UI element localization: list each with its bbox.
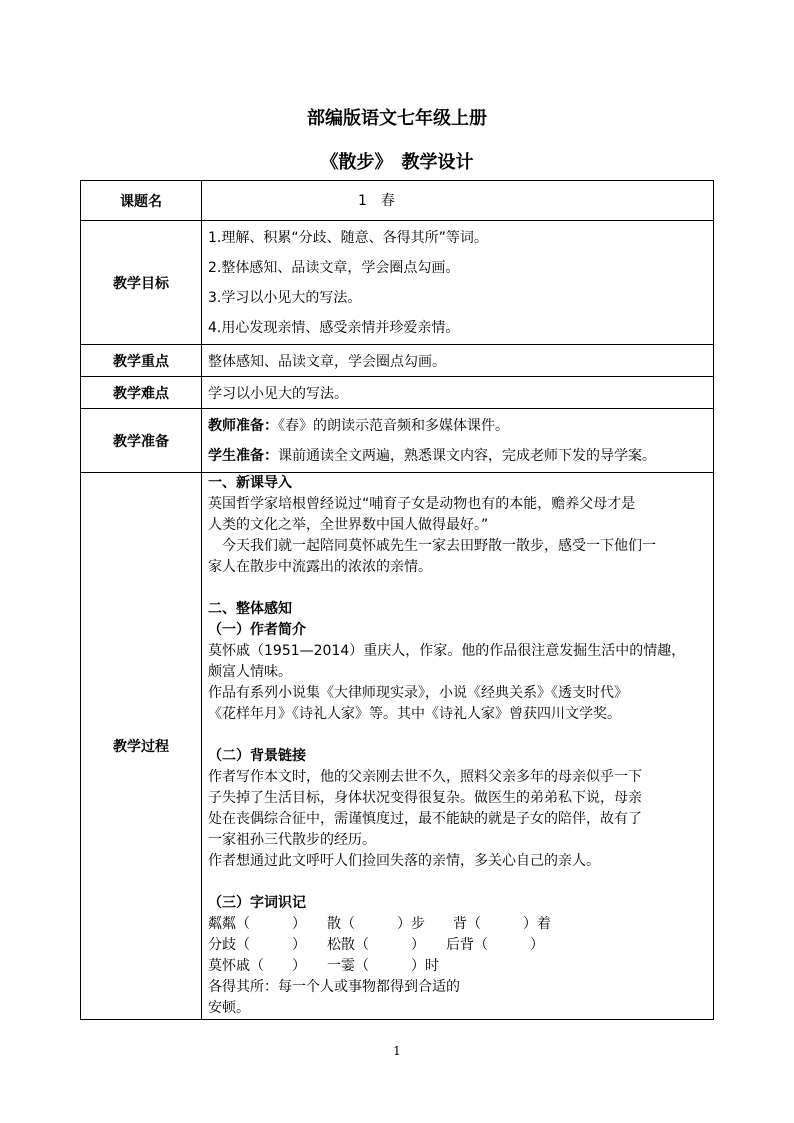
subsection-author: （一）作者简介	[208, 622, 306, 638]
prep-content	[202, 409, 714, 473]
subsection-vocabulary: （三）字词识记	[208, 895, 306, 911]
section-2-title: 二、整体感知	[208, 601, 292, 617]
document-subtitle: 《散步》 教学设计	[320, 152, 474, 173]
vocab-line: 莫怀戚（ ） 一霎（ ）时	[208, 958, 439, 974]
teacher-prep	[208, 411, 707, 441]
goal-item: 3.学习以小见大的写法。	[208, 289, 362, 306]
student-prep	[208, 441, 707, 471]
teacher-prep-text: 《春》的朗读示范音频和多媒体课件。	[278, 417, 509, 434]
prep-row	[81, 409, 714, 473]
vocab-line: 分歧（ ） 松散（ ） 后背（ ）	[208, 937, 544, 953]
paragraph-line: 子失掉了生活目标，身体状况变得很复杂。做医生的弟弟私下说，母亲	[208, 790, 642, 806]
goals-row	[81, 221, 714, 345]
topic-value	[202, 181, 714, 221]
page-number: 1	[393, 1044, 401, 1058]
prep-label: 教学准备	[81, 409, 202, 473]
vocab-definition: 安顿。	[208, 1000, 250, 1016]
paragraph-line: 处在丧偶综合征中，需谨慎度过，最不能缺的就是子女的陪伴，故有了	[208, 811, 642, 827]
focus-row	[81, 345, 714, 377]
process-row	[81, 473, 714, 1020]
goal-item: 1.理解、积累“分歧、随意、各得其所”等词。	[208, 229, 488, 246]
paragraph-line: 作者写作本文时，他的父亲刚去世不久，照料父亲多年的母亲似乎一下	[208, 769, 642, 785]
paragraph-line: 莫怀戚（1951—2014）重庆人，作家。他的作品很注意发掘生活中的情趣，	[208, 643, 686, 659]
paragraph-line: 作者想通过此文呼吁人们捡回失落的亲情，多关心自己的亲人。	[208, 853, 600, 869]
student-prep-text: 课前通读全文两遍，熟悉课文内容，完成老师下发的导学案。	[278, 447, 656, 464]
topic-label: 课题名	[81, 181, 202, 221]
difficulty-row	[81, 377, 714, 409]
paragraph-line: 作品有系列小说集《大律师现实录》，小说《经典关系》《透支时代》	[208, 685, 628, 701]
subsection-background: （二）背景链接	[208, 748, 306, 764]
student-prep-label: 学生准备：	[208, 447, 278, 464]
paragraph-line: 人类的文化之举，全世界数中国人做得最好。”	[208, 517, 489, 533]
paragraph-line: 今天我们就一起陪同莫怀戚先生一家去田野散一散步，感受一下他们一	[222, 538, 656, 554]
goals-list	[202, 221, 714, 345]
topic-row	[81, 181, 714, 221]
paragraph-line: 英国哲学家培根曾经说过“哺育子女是动物也有的本能，赡养父母才是	[208, 496, 636, 512]
process-content	[202, 473, 714, 1020]
goal-item: 4.用心发现亲情、感受亲情并珍爱亲情。	[208, 319, 460, 336]
process-label: 教学过程	[81, 473, 202, 1020]
topic-text: 1 春	[358, 192, 395, 209]
difficulty-value: 学习以小见大的写法。	[202, 377, 714, 409]
paragraph-line: 家人在散步中流露出的浓浓的亲情。	[208, 559, 432, 575]
difficulty-label: 教学难点	[81, 377, 202, 409]
teacher-prep-label: 教师准备：	[208, 417, 278, 434]
paragraph-line: 颇富人情味。	[208, 664, 292, 680]
goals-label: 教学目标	[81, 221, 202, 345]
paragraph-line: 《花样年月》《诗礼人家》等。其中《诗礼人家》曾获四川文学奖。	[208, 706, 621, 722]
focus-value: 整体感知、品读文章，学会圈点勾画。	[202, 345, 714, 377]
vocab-line: 粼粼（ ） 散（ ）步 背（ ）着	[208, 916, 551, 932]
paragraph-line: 一家祖孙三代散步的经历。	[208, 832, 376, 848]
focus-label: 教学重点	[81, 345, 202, 377]
vocab-definition: 各得其所：每一个人或事物都得到合适的	[208, 979, 460, 995]
document-title: 部编版语文七年级上册	[307, 108, 487, 129]
section-1-title: 一、新课导入	[208, 475, 292, 491]
goal-item: 2.整体感知、品读文章，学会圈点勾画。	[208, 259, 460, 276]
lesson-plan-table	[80, 180, 714, 1020]
